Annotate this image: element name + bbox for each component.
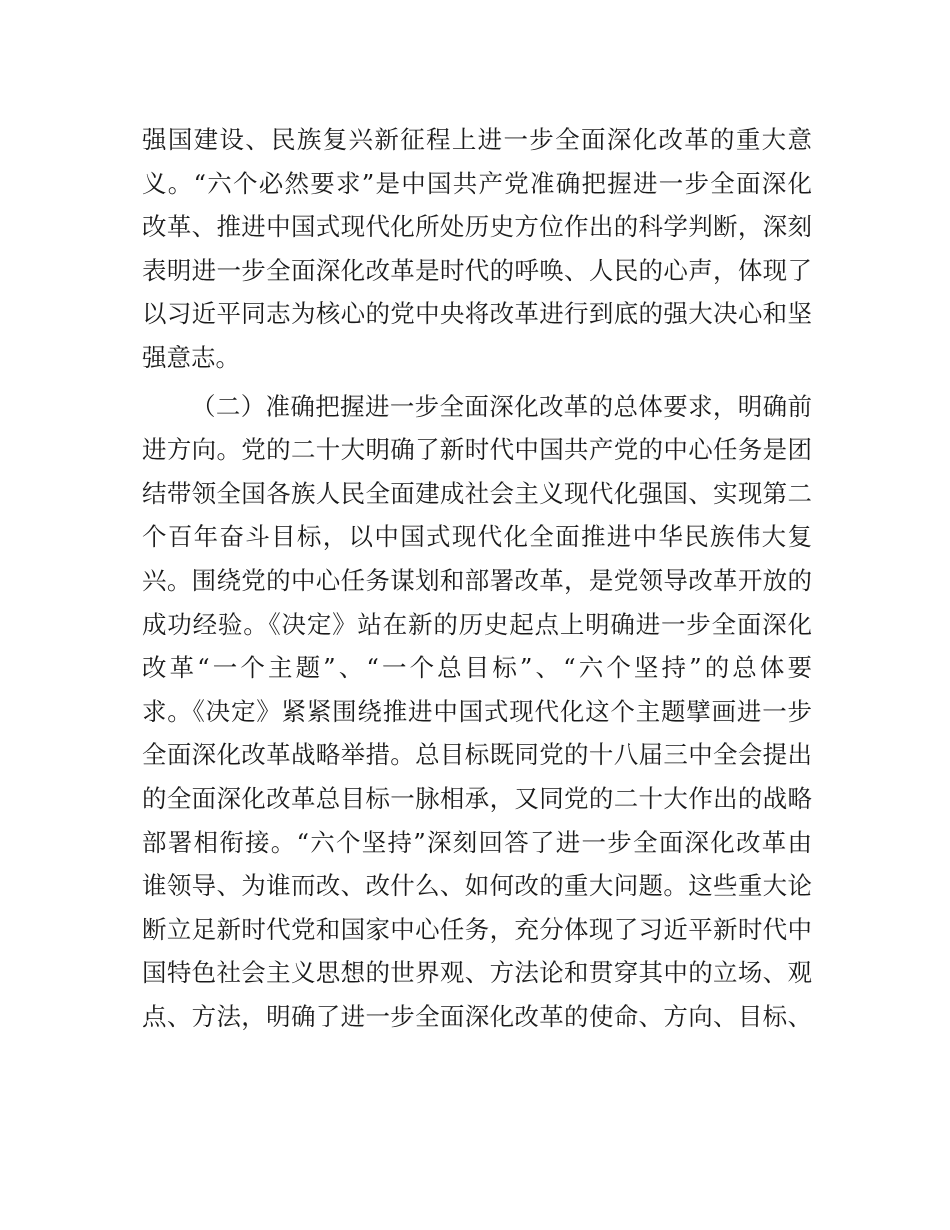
document-body: [142, 118, 812, 1038]
paragraph-2-line: 谁领导、为谁而改、改什么、如何改的重大问题。这些重大论: [142, 871, 812, 901]
paragraph-2-line: 国特色社会主义思想的世界观、方法论和贯穿其中的立场、观: [142, 958, 812, 988]
paragraph-2-line: 全面深化改革战略举措。总目标既同党的十八届三中全会提出: [142, 740, 812, 770]
paragraph-2-line: 改革“一个主题”、“一个总目标”、“六个坚持”的总体要: [142, 653, 812, 683]
paragraph-2-line: 成功经验。《决定》站在新的历史起点上明确进一步全面深化: [142, 609, 812, 639]
paragraph-1-line: 表明进一步全面深化改革是时代的呼唤、人民的心声，体现了: [142, 255, 812, 285]
paragraph-2-line: 兴。围绕党的中心任务谋划和部署改革，是党领导改革开放的: [142, 565, 812, 595]
paragraph-2-line: 结带领全国各族人民全面建成社会主义现代化强国、实现第二: [142, 478, 812, 508]
paragraph-2-line: （二）准确把握进一步全面深化改革的总体要求，明确前: [191, 391, 812, 421]
paragraph-2: [142, 385, 812, 1039]
paragraph-2-line: 断立足新时代党和国家中心任务，充分体现了习近平新时代中: [142, 914, 812, 944]
paragraph-2-line: 的全面深化改革总目标一脉相承，又同党的二十大作出的战略: [142, 783, 812, 813]
paragraph-1-line: 改革、推进中国式现代化所处历史方位作出的科学判断，深刻: [142, 212, 812, 242]
paragraph-2-line: 求。《决定》紧紧围绕推进中国式现代化这个主题擘画进一步: [142, 696, 812, 726]
paragraph-1-line: 以习近平同志为核心的党中央将改革进行到底的强大决心和坚: [142, 299, 812, 329]
paragraph-1-line: 强国建设、民族复兴新征程上进一步全面深化改革的重大意: [142, 125, 812, 154]
paragraph-1-line: 强意志。: [142, 342, 240, 372]
paragraph-1: [142, 118, 812, 380]
paragraph-1-line: 义。“六个必然要求”是中国共产党准确把握进一步全面深化: [142, 168, 812, 198]
paragraph-2-line: 个百年奋斗目标，以中国式现代化全面推进中华民族伟大复: [142, 522, 812, 552]
paragraph-2-line: 点、方法，明确了进一步全面深化改革的使命、方向、目标、: [142, 1001, 812, 1031]
paragraph-2-line: 部署相衔接。“六个坚持”深刻回答了进一步全面深化改革由: [142, 827, 812, 857]
paragraph-2-line: 进方向。党的二十大明确了新时代中国共产党的中心任务是团: [142, 435, 812, 465]
